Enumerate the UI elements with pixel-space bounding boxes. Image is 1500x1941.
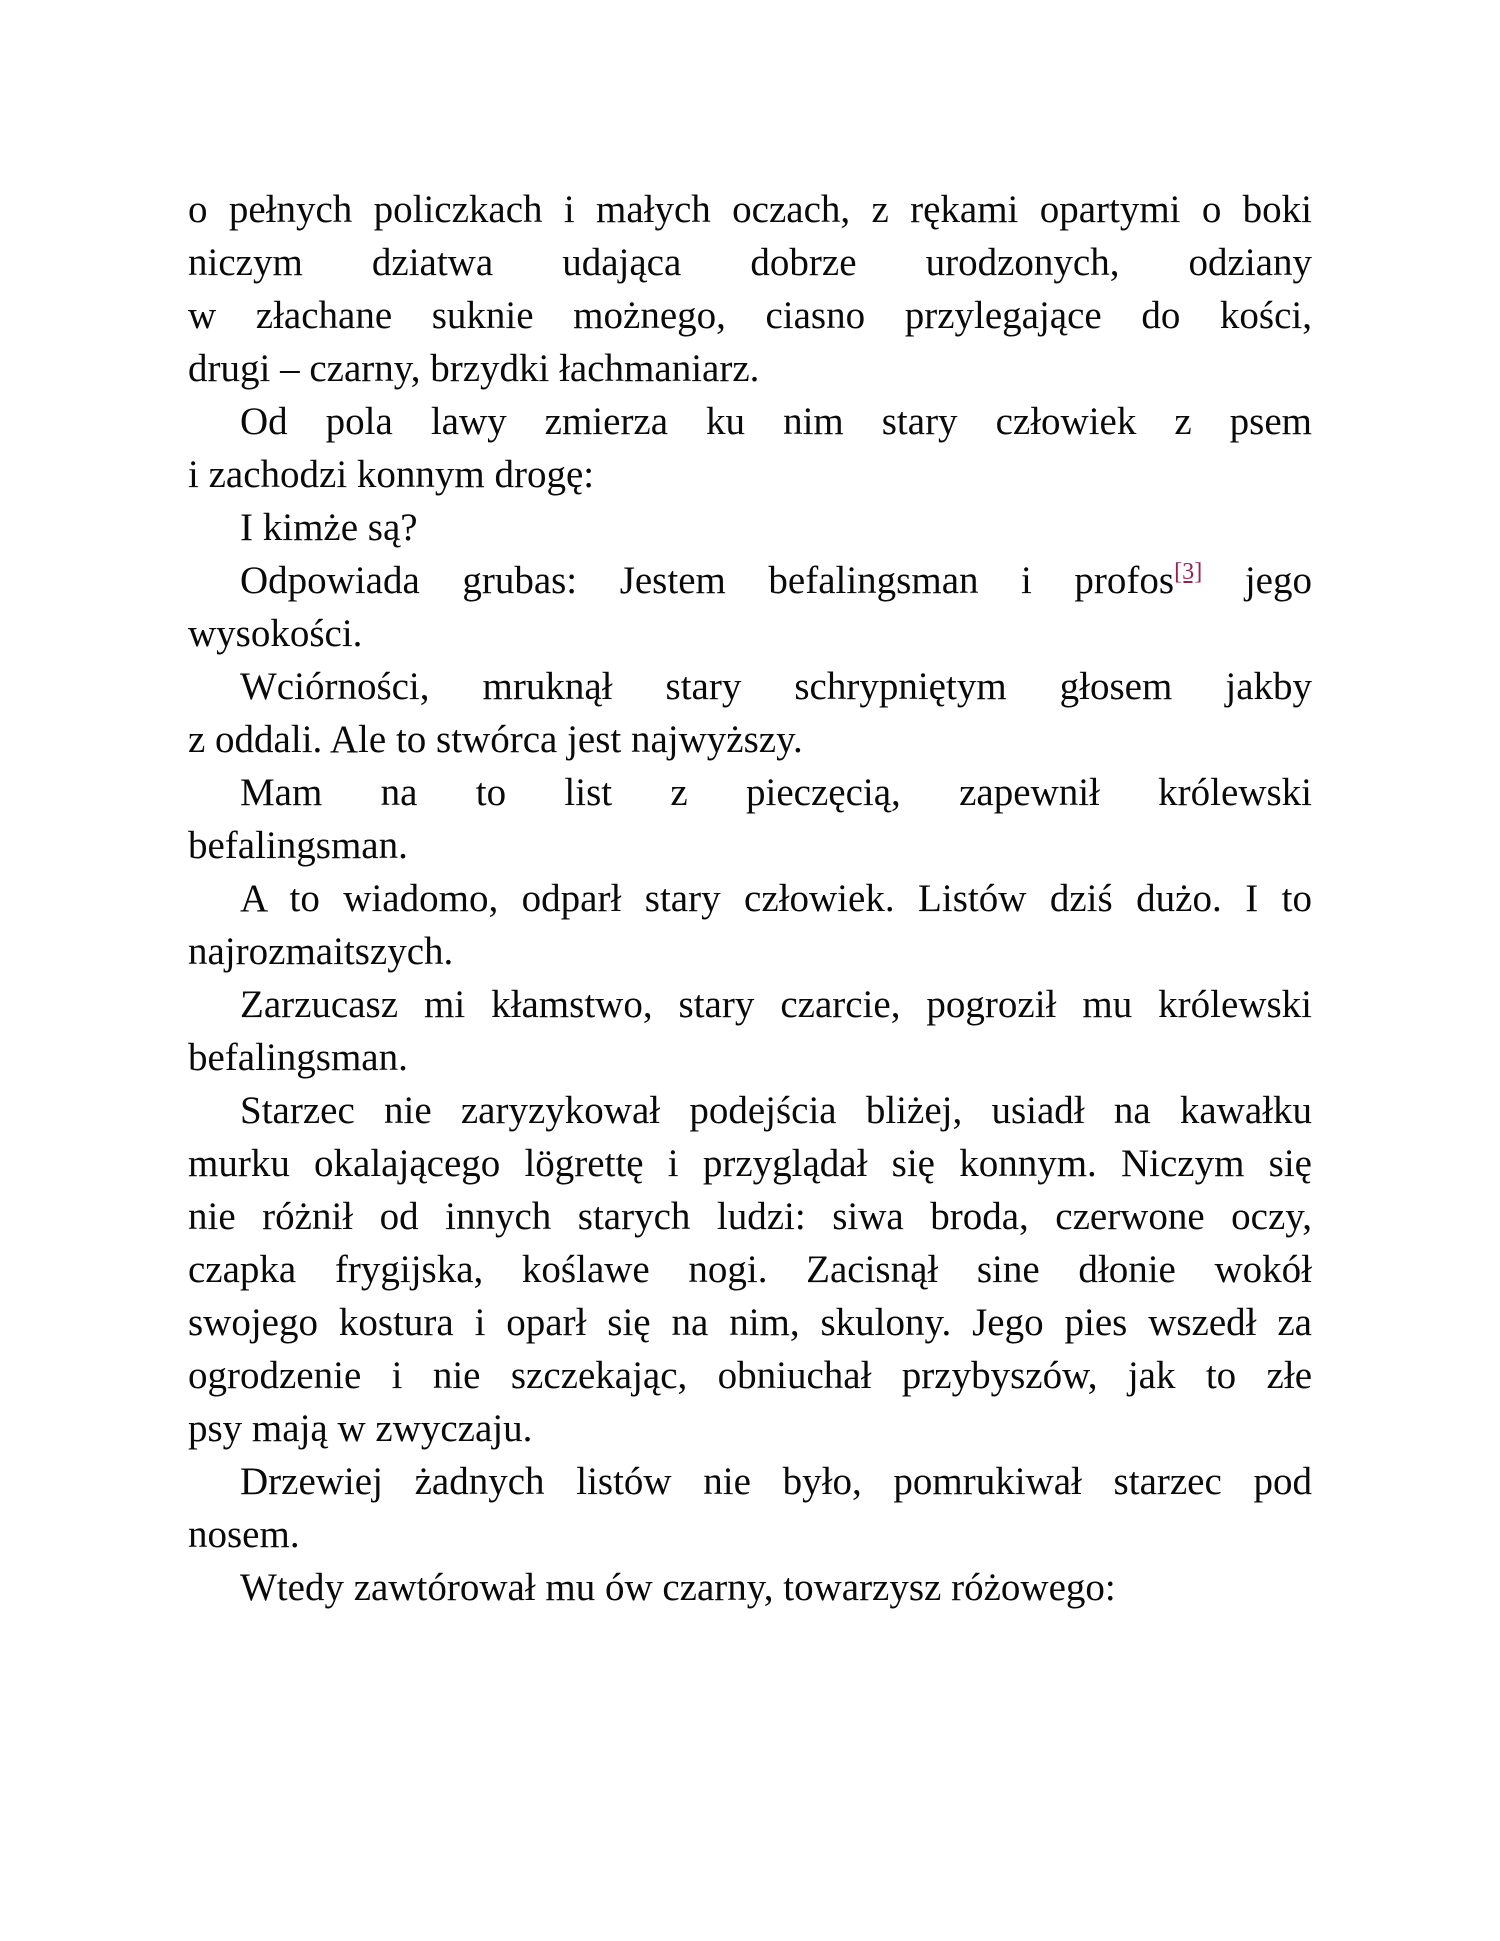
paragraph: [188, 1084, 1312, 1455]
text-line: [188, 183, 1312, 236]
text-line: [188, 554, 1312, 607]
text-line: [188, 1243, 1312, 1296]
text-line: [188, 501, 1312, 554]
text-line: [188, 1402, 1312, 1455]
text-line: [188, 1296, 1312, 1349]
paragraph: [188, 872, 1312, 978]
text-run: nie różnił od innych starych ludzi: siwa broda, czerwone oczy,: [188, 1195, 1312, 1238]
text-run: Starzec nie zaryzykował podejścia bliżej, usiadł na kawałku: [240, 1089, 1312, 1132]
text-run: Wciórności, mruknął stary schrypniętym głosem jakby: [240, 665, 1312, 708]
text-line: [188, 1349, 1312, 1402]
text-run: wysokości.: [188, 612, 363, 655]
footnote-ref-link[interactable]: [3]: [1174, 558, 1203, 585]
paragraph: [188, 395, 1312, 501]
paragraph: [188, 978, 1312, 1084]
paragraph: [188, 501, 1312, 554]
text-line: [188, 1561, 1312, 1614]
text-run: Mam na to list z pieczęcią, zapewnił królewski: [240, 771, 1312, 814]
text-run: drugi – czarny, brzydki łachmaniarz.: [188, 347, 760, 390]
text-line: [188, 1190, 1312, 1243]
text-line: [188, 925, 1312, 978]
text-run: z oddali. Ale to stwórca jest najwyższy.: [188, 718, 803, 761]
paragraph: [188, 660, 1312, 766]
paragraph: [188, 1455, 1312, 1561]
text-line: [188, 236, 1312, 289]
text-line: [188, 660, 1312, 713]
text-line: [188, 819, 1312, 872]
text-line: [188, 713, 1312, 766]
text-line: [188, 395, 1312, 448]
text-line: [188, 872, 1312, 925]
text-run: najrozmaitszych.: [188, 930, 454, 973]
text-run: Zarzucasz mi kłamstwo, stary czarcie, pogroził mu królewski: [240, 983, 1312, 1026]
text-run: nosem.: [188, 1513, 300, 1556]
text-run: befalingsman.: [188, 824, 408, 867]
text-line: [188, 766, 1312, 819]
text-line: [188, 1455, 1312, 1508]
text-line: [188, 978, 1312, 1031]
text-line: [188, 289, 1312, 342]
text-run: i zachodzi konnym drogę:: [188, 453, 595, 496]
text-run: psy mają w zwyczaju.: [188, 1407, 533, 1450]
text-line: [188, 1508, 1312, 1561]
text-run: swojego kostura i oparł się na nim, skulony. Jego pies wszedł za: [188, 1301, 1312, 1344]
paragraph: [188, 183, 1312, 395]
text-line: [188, 448, 1312, 501]
text-run: Drzewiej żadnych listów nie było, pomrukiwał starzec pod: [240, 1460, 1312, 1503]
paragraph: [188, 1561, 1312, 1614]
text-run: ogrodzenie i nie szczekając, obniuchał przybyszów, jak to złe: [188, 1354, 1312, 1397]
paragraph: [188, 766, 1312, 872]
page-text: [188, 183, 1312, 1614]
text-run: jego: [1202, 559, 1312, 602]
text-line: [188, 1084, 1312, 1137]
text-run: Odpowiada grubas: Jestem befalingsman i profos: [240, 559, 1175, 602]
text-run: befalingsman.: [188, 1036, 408, 1079]
text-run: A to wiadomo, odparł stary człowiek. Listów dziś dużo. I to: [240, 877, 1312, 920]
text-line: [188, 607, 1312, 660]
text-line: [188, 1137, 1312, 1190]
paragraph: [188, 554, 1312, 660]
text-run: I kimże są?: [240, 506, 418, 549]
text-run: w złachane suknie możnego, ciasno przylegające do kości,: [188, 294, 1312, 337]
text-line: [188, 342, 1312, 395]
text-line: [188, 1031, 1312, 1084]
text-run: Wtedy zawtórował mu ów czarny, towarzysz różowego:: [240, 1566, 1116, 1609]
text-run: czapka frygijska, koślawe nogi. Zacisnął sine dłonie wokół: [188, 1248, 1312, 1291]
text-run: Od pola lawy zmierza ku nim stary człowiek z psem: [240, 400, 1312, 443]
text-run: o pełnych policzkach i małych oczach, z rękami opartymi o boki: [188, 188, 1312, 231]
text-run: niczym dziatwa udająca dobrze urodzonych, odziany: [188, 241, 1312, 284]
text-run: murku okalającego lögrettę i przyglądał się konnym. Niczym się: [188, 1142, 1312, 1185]
